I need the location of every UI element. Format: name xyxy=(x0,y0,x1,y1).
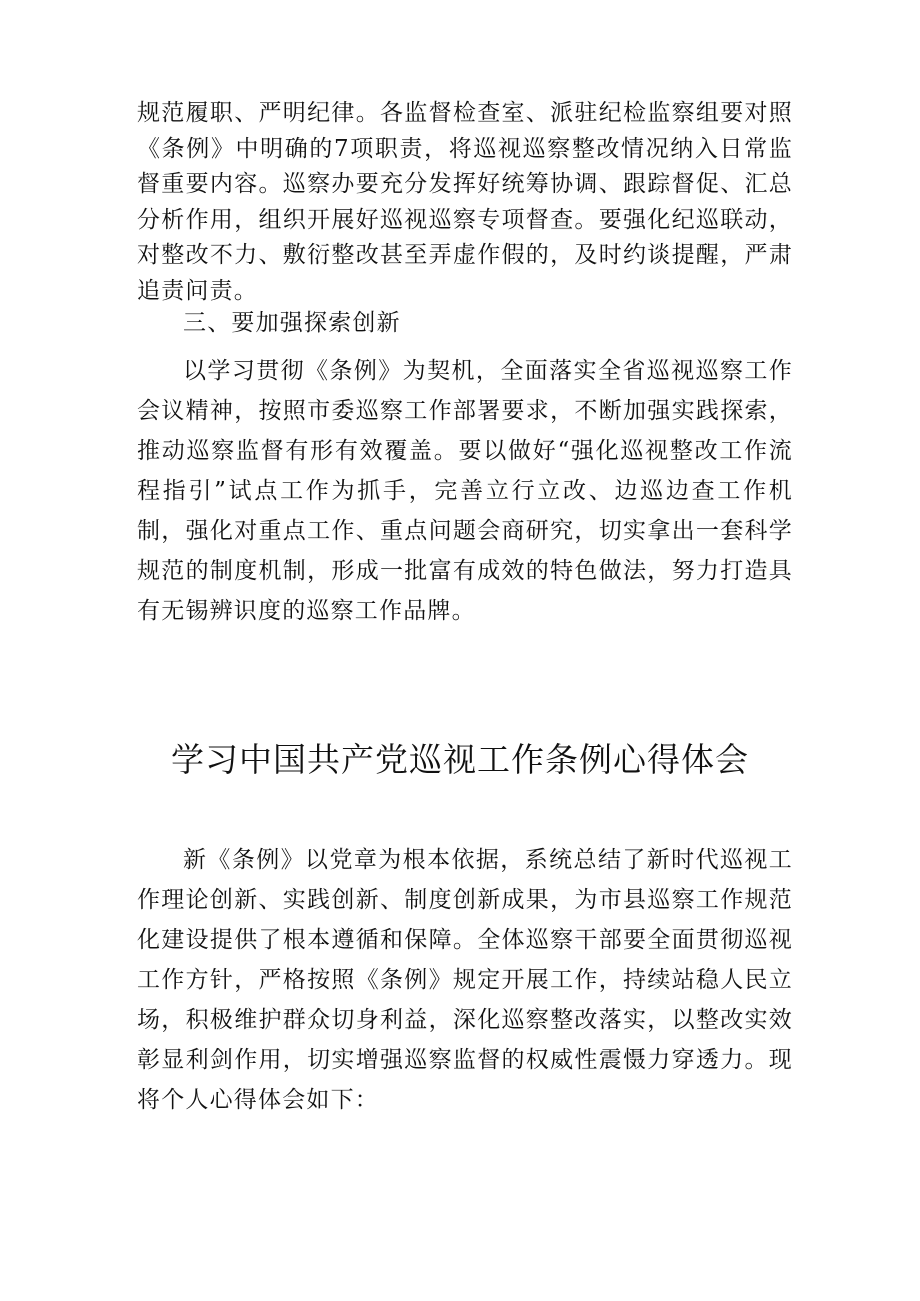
article-title: 学习中国共产党巡视工作条例心得体会 xyxy=(171,740,749,779)
section-paragraph: 以学习贯彻《条例》为契机，全面落实全省巡视巡察工作会议精神，按照市委巡察工作部署要求，不断加强实践探索，推动巡察监督有形有效覆盖。要以做好“强化巡视整改工作流程指引”试点工作为抓手，完善立行立改、边巡边查工作机制，强化对重点工作、重点问题会商研究，切实拿出一套科学规范的制度机制，形成一批富有成效的特色做法，努力打造具有无锡辨识度的巡察工作品牌。 xyxy=(137,358,793,624)
paragraph-continued: 规范履职、严明纪律。各监督检查室、派驻纪检监察组要对照《条例》中明确的7项职责，将巡视巡察整改情况纳入日常监督重要内容。巡察办要充分发挥好统筹协调、跟踪督促、汇总分析作用，组织开展好巡视巡察专项督查。要强化纪巡联动，对整改不力、敷衍整改甚至弄虚作假的，及时约谈提醒，严肃追责问责。 xyxy=(137,100,793,304)
section-heading: 三、要加强探索创新 xyxy=(183,310,401,336)
intro-paragraph: 新《条例》以党章为根本依据，系统总结了新时代巡视工作理论创新、实践创新、制度创新成果，为市县巡察工作规范化建设提供了根本遵循和保障。全体巡察干部要全面贯彻巡视工作方针，严格按照《条例》规定开展工作，持续站稳人民立场，积极维护群众切身利益，深化巡察整改落实，以整改实效彰显利剑作用，切实增强巡察监督的权威性震慑力穿透力。现将个人心得体会如下： xyxy=(137,847,793,1113)
